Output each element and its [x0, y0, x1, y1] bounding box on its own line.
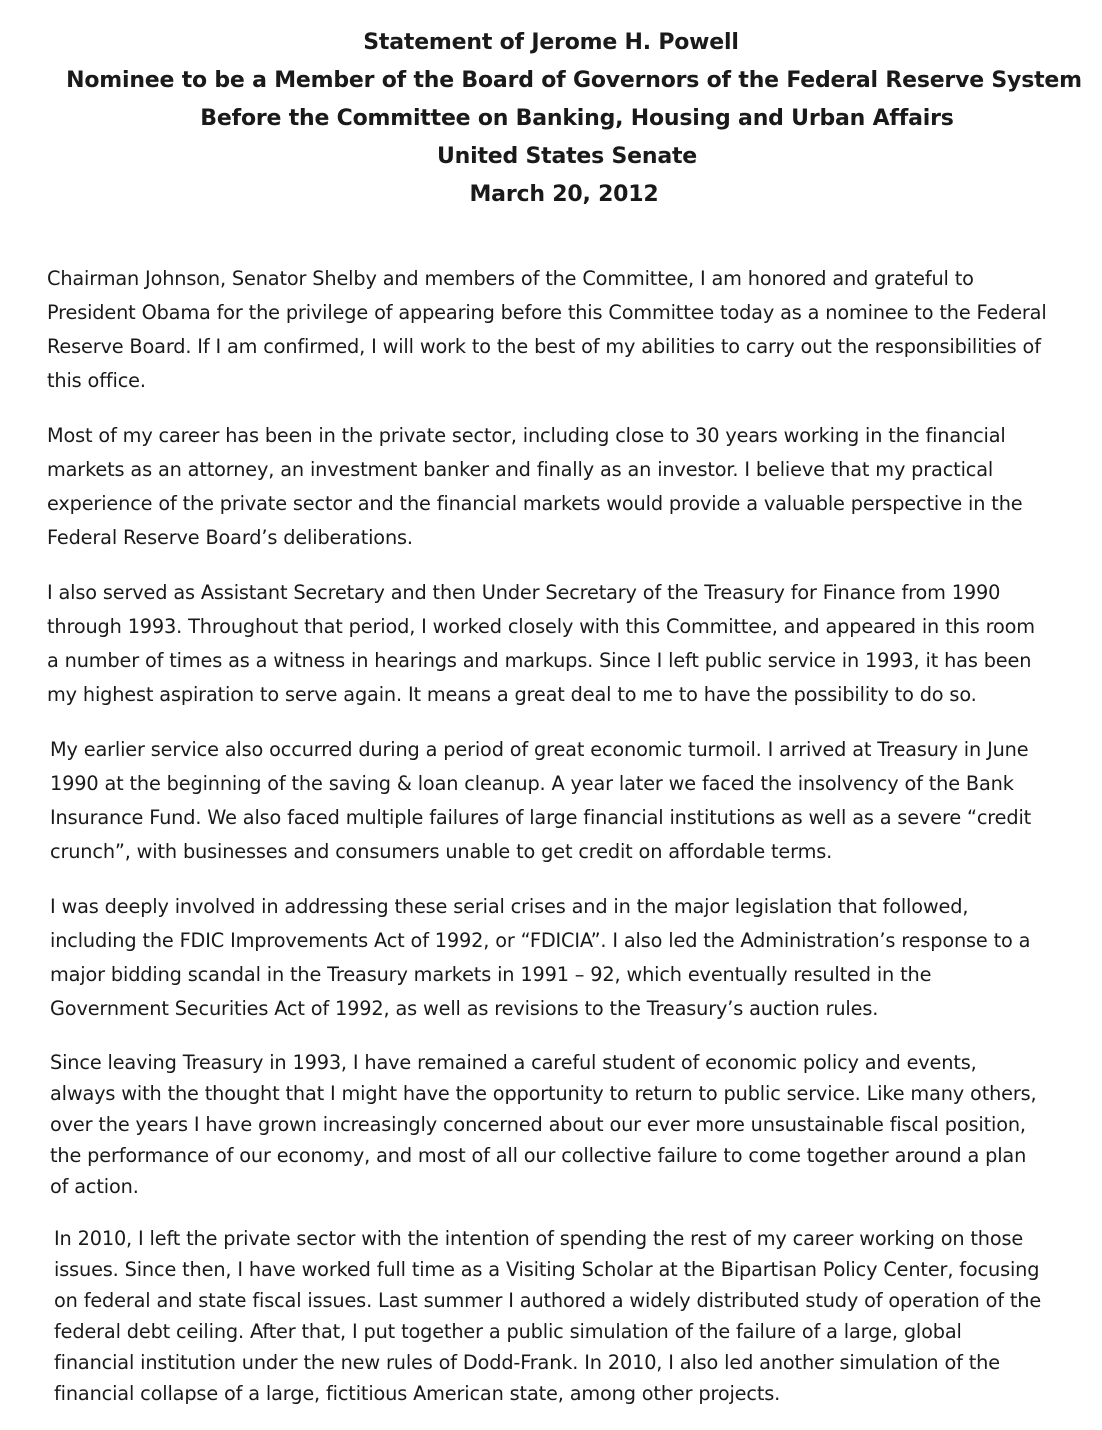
statement-body	[47, 262, 1047, 1430]
paragraph-after-treasury: Since leaving Treasury in 1993, I have remained a careful student of economic policy and events, always with the thought that I might have the opportunity to return to public service. Like many others, over the years I have grown increasingly concerned about our ever more unsustainable fiscal position, the performance of our economy, and most of all our collective failure to come together around a plan of action.	[50, 1051, 1037, 1198]
statement-date: March 20, 2012	[469, 182, 659, 207]
committee-line: Before the Committee on Banking, Housing and Urban Affairs	[200, 106, 954, 131]
paragraph-treasury-service: I also served as Assistant Secretary and then Under Secretary of the Treasury for Finance from 1990 through 1993. Throughout that period, I worked closely with this Committee, and appeared in this room a number of times as a witness in hearings and markups. Since I left public service in 1993, it has been my highest aspiration to serve again. It means a great deal to me to have the possibility to do so.	[47, 581, 1035, 706]
paragraph-crises-legislation: I was deeply involved in addressing these serial crises and in the major legislation that followed, including the FDIC Improvements Act of 1992, or “FDICIA”. I also led the Administration’s response to a major bidding scandal in the Treasury markets in 1991 – 92, which eventually resulted in the Government Securities Act of 1992, as well as revisions to the Treasury’s auction rules.	[50, 895, 1031, 1020]
paragraph-bipartisan-policy-center: In 2010, I left the private sector with the intention of spending the rest of my career working on those issues. Since then, I have worked full time as a Visiting Scholar at the Bipartisan Policy Center, focusing on federal and state fiscal issues. Last summer I authored a widely distributed study of operation of the federal debt ceiling. After that, I put together a public simulation of the failure of a large, global financial institution under the new rules of Dodd-Frank. In 2010, I also led another simulation of the financial collapse of a large, fictitious American state, among other projects.	[54, 1227, 1042, 1405]
statement-title: Statement of Jerome H. Powell	[363, 30, 739, 55]
paragraph-career: Most of my career has been in the private sector, including close to 30 years working in the financial markets as an attorney, an investment banker and finally as an investor. I believe that my practical experience of the private sector and the financial markets would provide a valuable perspective in the Federal Reserve Board’s deliberations.	[47, 424, 1023, 549]
nominee-subtitle: Nominee to be a Member of the Board of Governors of the Federal Reserve System	[66, 68, 1082, 93]
statement-header	[0, 24, 1102, 214]
paragraph-opening: Chairman Johnson, Senator Shelby and members of the Committee, I am honored and grateful to President Obama for the privilege of appearing before this Committee today as a nominee to the Federal Reserve Board. If I am confirmed, I will work to the best of my abilities to carry out the responsibilities of this office.	[47, 267, 1047, 392]
senate-line: United States Senate	[436, 144, 698, 169]
paragraph-economic-turmoil: My earlier service also occurred during a period of great economic turmoil. I arrived at Treasury in June 1990 at the beginning of the saving & loan cleanup. A year later we faced the insolvency of the Bank Insurance Fund. We also faced multiple failures of large financial institutions as well as a severe “credit crunch”, with businesses and consumers unable to get credit on affordable terms.	[50, 738, 1032, 863]
